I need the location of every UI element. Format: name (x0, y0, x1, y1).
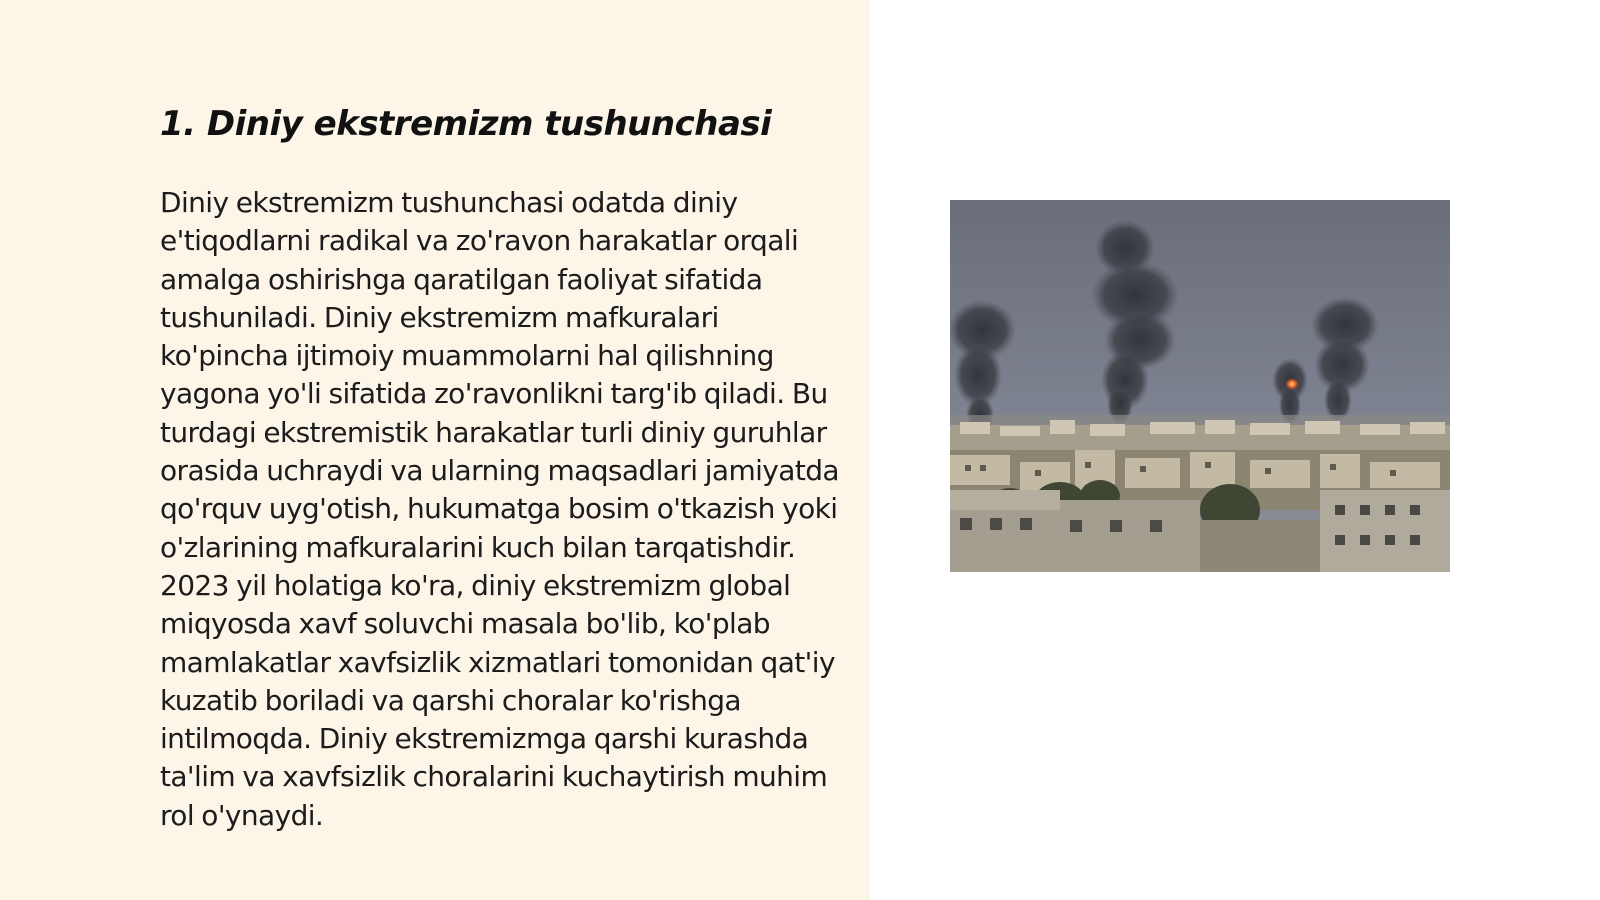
smoke-over-city-photo (950, 200, 1450, 572)
slide-title: 1. Diniy ekstremizm tushunchasi (160, 104, 772, 144)
slide-body-text: Diniy ekstremizm tushunchasi odatda diniy e'tiqodlarni radikal va zo'ravon harakatlar orqali amalga oshirishga qaratilgan faoliyat sifatida tushuniladi. Diniy ekstremizm mafkuralari ko'pincha ijtimoiy muammolarni hal qilishning yagona yo'li sifatida zo'ravonlikni targ'ib qiladi. Bu turdagi ekstremistik harakatlar turli diniy guruhlar orasida uchraydi va ularning maqsadlari jamiyatda qo'rquv uyg'otish, hukumatga bosim o'tkazish yoki o'zlarining mafkuralarini kuch bilan tarqatishdir. 2023 yil holatiga ko'ra, diniy ekstremizm global miqyosda xavf soluvchi masala bo'lib, ko'plab mamlakatlar xavfsizlik xizmatlari tomonidan qat'iy kuzatib boriladi va qarshi choralar ko'rishga intilmoqda. Diniy ekstremizmga qarshi kurashda ta'lim va xavfsizlik choralarini kuchaytirish muhim rol o'ynaydi. (160, 186, 839, 832)
